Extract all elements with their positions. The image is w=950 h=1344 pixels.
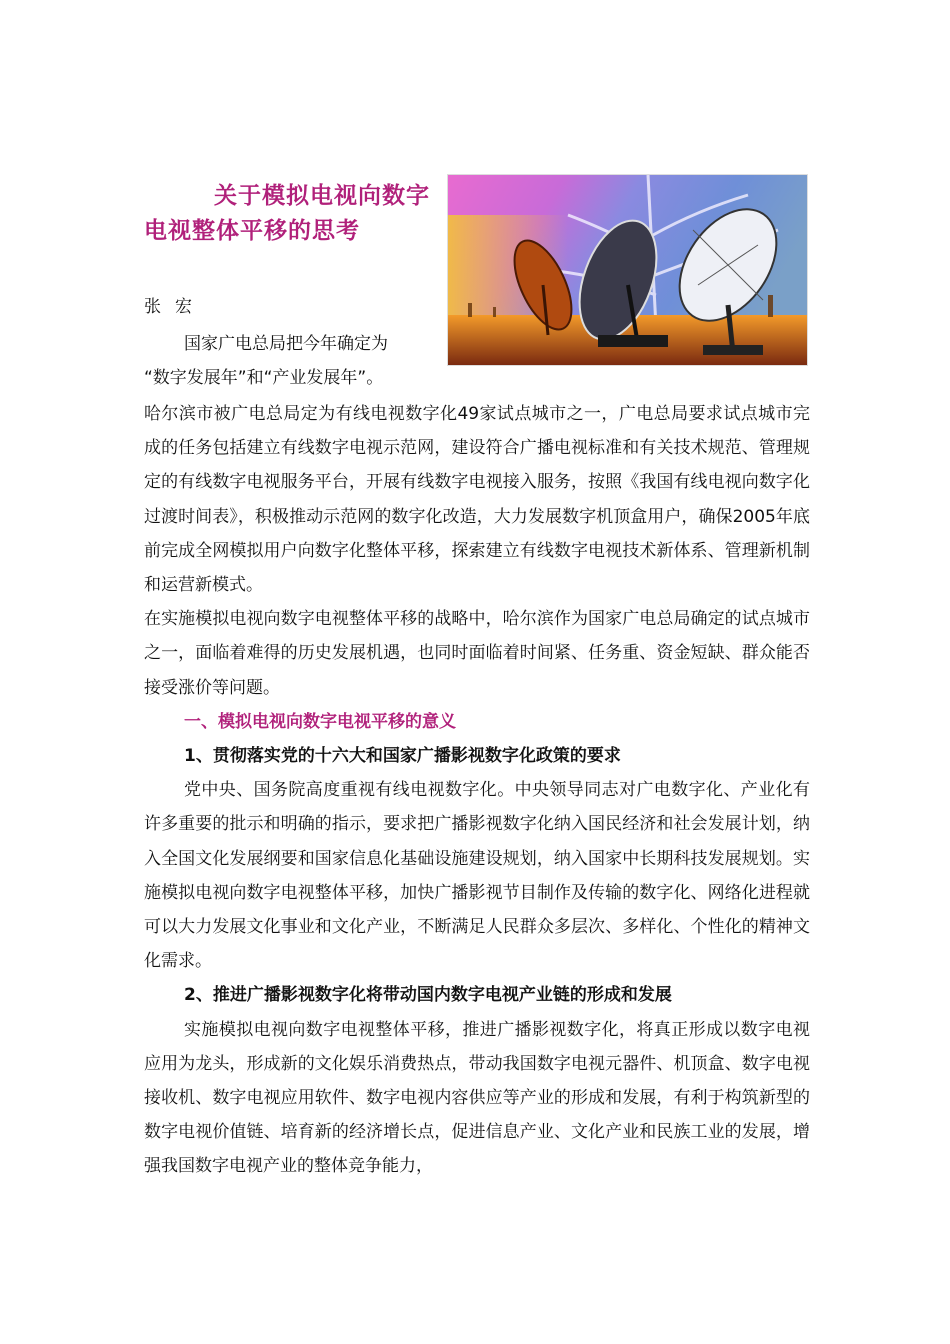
- subheading-1: 1、贯彻落实党的十六大和国家广播影视数字化政策的要求: [184, 746, 621, 767]
- satellite-dish-photo: [447, 174, 808, 366]
- author-name: 张宏: [144, 297, 206, 317]
- satellite-dish-image: [448, 175, 807, 365]
- title-line-2: 电视整体平移的思考: [144, 217, 360, 244]
- title-line-1: 关于模拟电视向数字: [214, 182, 430, 209]
- subheading-2: 2、推进广播影视数字化将带动国内数字电视产业链的形成和发展: [184, 985, 672, 1006]
- article-body: [144, 397, 810, 1184]
- paragraph-1: 哈尔滨市被广电总局定为有线电视数字化49家试点城市之一，广电总局要求试点城市完成的任务包括建立有线数字电视示范网，建设符合广播电视标准和有关技术规范、管理规定的有线数字电视服务平台，开展有线数字电视接入服务，按照《我国有线电视向数字化过渡时间表》，积极推动示范网的数字化改造，大力发展数字机顶盒用户，确保2005年底前完成全网模拟用户向数字化整体平移，探索建立有线数字电视技术新体系、管理新机制和运营新模式。: [144, 404, 810, 596]
- article-title: [144, 178, 444, 248]
- intro-line-1: 国家广电总局把今年确定为: [184, 334, 388, 354]
- section-heading: 一、模拟电视向数字电视平移的意义: [184, 711, 456, 732]
- paragraph-2: 在实施模拟电视向数字电视整体平移的战略中，哈尔滨作为国家广电总局确定的试点城市之一，面临着难得的历史发展机遇，也同时面临着时间紧、任务重、资金短缺、群众能否接受涨价等问题。: [144, 609, 810, 698]
- intro: [144, 327, 444, 395]
- paragraph-4: 实施模拟电视向数字电视整体平移，推进广播影视数字化，将真正形成以数字电视应用为龙头，形成新的文化娱乐消费热点，带动我国数字电视元器件、机顶盒、数字电视接收机、数字电视应用软件、数字电视内容供应等产业的形成和发展，有利于构筑新型的数字电视价值链、培育新的经济增长点，促进信息产业、文化产业和民族工业的发展，增强我国数字电视产业的整体竞争能力，: [144, 1019, 810, 1177]
- paragraph-3: 党中央、国务院高度重视有线电视数字化。中央领导同志对广电数字化、产业化有许多重要的批示和明确的指示，要求把广播影视数字化纳入国民经济和社会发展计划，纳入全国文化发展纲要和国家信息化基础设施建设规划，纳入国家中长期科技发展规划。实施模拟电视向数字电视整体平移，加快广播影视节目制作及传输的数字化、网络化进程就可以大力发展文化事业和文化产业，不断满足人民群众多层次、多样化、个性化的精神文化需求。: [144, 780, 810, 972]
- intro-line-2: “数字发展年”和“产业发展年”。: [144, 368, 384, 388]
